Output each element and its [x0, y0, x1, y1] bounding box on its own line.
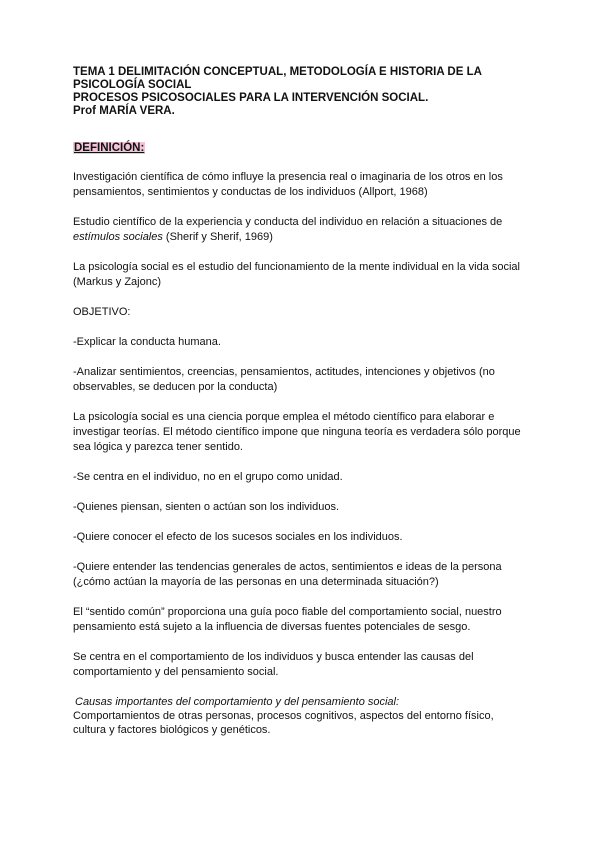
- paragraph-behavior: Se centra en el comportamiento de los individuos y busca entender las causas del comportamiento y del pensamiento social.: [73, 651, 474, 678]
- title-line: Prof MARÍA VERA.: [73, 105, 175, 117]
- causes-heading: Causas importantes del comportamiento y del pensamiento social:: [75, 696, 400, 708]
- title-line: PSICOLOGÍA SOCIAL: [73, 79, 192, 91]
- focus-item: -Quiere entender las tendencias generales de actos, sentimientos e ideas de la persona (¿cómo actúan la mayoría de las personas en una determinada situación?): [73, 561, 502, 588]
- paragraph-sherif: [73, 215, 540, 245]
- document-title: [73, 66, 540, 118]
- focus-item: -Se centra en el individuo, no en el grupo como unidad.: [73, 471, 343, 483]
- paragraph-common-sense: El “sentido común” proporciona una guía poco fiable del comportamiento social, nuestro pensamiento está sujeto a la influencia de diversas fuentes potenciales de sesgo.: [73, 606, 502, 633]
- paragraph-text: Estudio científico de la experiencia y conducta del individuo en relación a situaciones de: [73, 216, 503, 228]
- objective-item: -Explicar la conducta humana.: [73, 336, 221, 348]
- focus-item: -Quiere conocer el efecto de los sucesos sociales en los individuos.: [73, 531, 403, 543]
- objective-label: OBJETIVO:: [73, 306, 131, 318]
- paragraph-markus: La psicología social es el estudio del funcionamiento de la mente individual en la vida social (Markus y Zajonc): [73, 261, 520, 288]
- title-line: PROCESOS PSICOSOCIALES PARA LA INTERVENCIÓN SOCIAL.: [73, 92, 429, 104]
- paragraph-allport: Investigación científica de cómo influye la presencia real o imaginaria de los otros en los pensamientos, sentimientos y conductas de los individuos (Allport, 1968): [73, 171, 503, 198]
- paragraph-text: (Sherif y Sherif, 1969): [162, 231, 273, 243]
- paragraph-science: La psicología social es una ciencia porque emplea el método científico para elaborar e investigar teorías. El método científico impone que ninguna teoría es verdadera sólo porque sea lógica y parezca tener sentido.: [73, 411, 521, 453]
- causes-line: cultura y factores biológicos y genéticos.: [73, 724, 271, 736]
- focus-item: -Quienes piensan, sienten o actúan son los individuos.: [73, 501, 340, 513]
- causes-line: Comportamientos de otras personas, procesos cognitivos, aspectos del entorno físico,: [73, 710, 494, 722]
- section-heading: [73, 138, 540, 156]
- causes-block: [73, 695, 540, 737]
- italic-term: estímulos sociales: [73, 231, 163, 243]
- title-line: TEMA 1 DELIMITACIÓN CONCEPTUAL, METODOLOGÍA E HISTORIA DE LA: [73, 66, 482, 78]
- objective-item: -Analizar sentimientos, creencias, pensamientos, actitudes, intenciones y objetivos (no observables, se deducen por la conducta): [73, 366, 495, 393]
- section-title-highlight: DEFINICIÓN:: [74, 142, 145, 154]
